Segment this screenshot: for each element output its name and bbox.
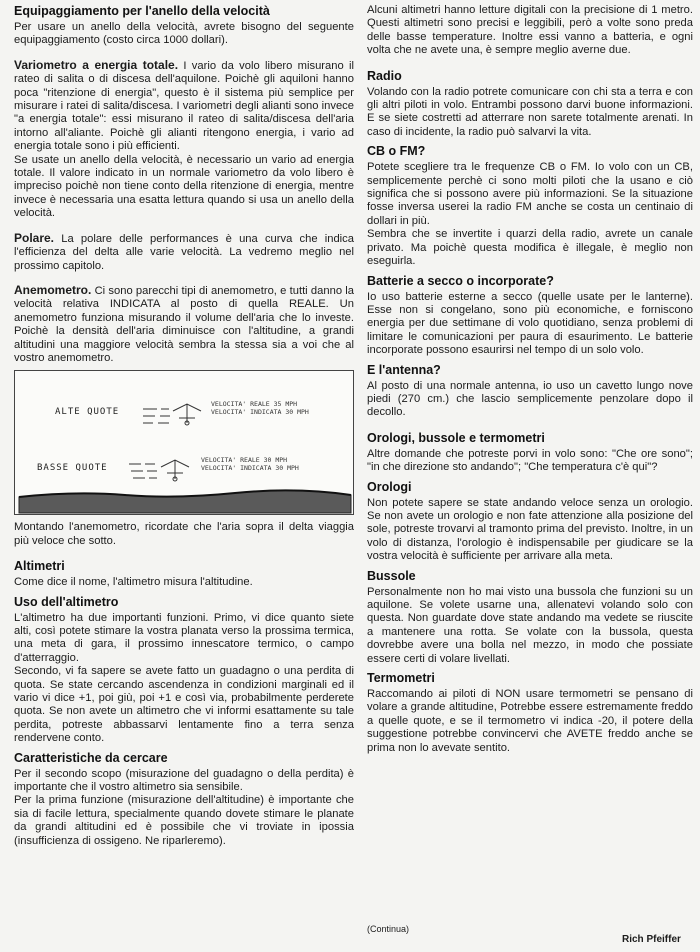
section-title-termometri: Termometri xyxy=(367,671,435,686)
section-title-radio: Radio xyxy=(367,68,402,83)
section-title-caratteristiche: Caratteristiche da cercare xyxy=(14,750,168,765)
paragraph-anemometro xyxy=(14,284,354,365)
figure-caption: Montando l'anemometro, ricordate che l'aria sopra il delta viaggia più veloce che sotto. xyxy=(14,521,354,547)
anemometer-illustration xyxy=(14,370,354,515)
section-title-altimetri: Altimetri xyxy=(14,559,65,574)
paragraph-caratteristiche-2: Per la prima funzione (misurazione dell'altitudine) è importante che sia di facile lettura, specialmente quando dovete stimare le planate da grandi altitudini ed è possibile che vi troviate in ipossia (insufficienza di ossigeno. Ne riparleremo). xyxy=(14,794,354,847)
paragraph-bussole: Personalmente non ho mai visto una bussola che funzioni su un aquilone. Se volete usarne una, allenatevi volando solo con questa. Non guardate dove state andando ma vedete se riuscite a mantenere una rotta. Se volate con la bussola, questa dovrebbe avere una bolla nel mezzo, in modo che possiate essere certi di volare livellati. xyxy=(367,585,693,665)
text-variometro: I vario da volo libero misurano il rateo di salita o di discesa dell'aquilone. Poichè gli aquiloni hanno poca "ritenzione di energia", questo è il sistema più semplice per misurare i ratei di salita/discesa. I variometri degli alianti sono invece "a energia totale": essi misurano il rateo di salita/discesa dell'aria intorno all'aliante. Poichè gli alianti ritengono energia, i vario ad energia totale sono i più efficienti. xyxy=(14,59,354,153)
section-title-orologi-bussole: Orologi, bussole e termometri xyxy=(367,430,545,445)
text-anemometro: Ci sono parecchi tipi di anemometro, e tutti danno la velocità relativa INDICATA al posto di quella REALE. Un anemometro funziona misurando il volume dell'aria che lo investe. Poichè la densità dell'aria diminuisce con l'altitudine, a grandi altitudini una maggiore velocità sembra la stessa sia a voi che al vostro anemometro. xyxy=(14,284,354,364)
author-name: Rich Pfeiffer xyxy=(622,934,681,945)
section-title-uso-altimetro: Uso dell'altimetro xyxy=(14,594,119,609)
paragraph-variometro xyxy=(14,59,354,154)
label-basse-quote: BASSE QUOTE xyxy=(37,463,108,474)
paragraph-variometro-2: Se usate un anello della velocità, è necessario un vario ad energia totale. Il valore indicato in un normale variometro da volo libero è impreciso poichè non tiene conto della ritenzione di energia, mentre invece è necessaria una esatta lettura quando si usa un anello della velocità. xyxy=(14,153,354,220)
illustration-drawing xyxy=(15,371,353,514)
note-alte-reale: VELOCITA' REALE 35 MPH xyxy=(211,400,298,409)
lead-polare: Polare. xyxy=(14,230,55,245)
note-basse-indicata: VELOCITA' INDICATA 30 MPH xyxy=(201,464,299,473)
lead-anemometro: Anemometro. xyxy=(14,282,92,297)
section-title-bussole: Bussole xyxy=(367,568,416,583)
paragraph-antenna: Al posto di una normale antenna, io uso un cavetto lungo nove piedi (270 cm.) che lascio semplicemente penzolare dopo il decollo. xyxy=(367,379,693,419)
paragraph-caratteristiche-1: Per il secondo scopo (misurazione del guadagno o della perdita) è importante che il vostro altimetro sia sensibile. xyxy=(14,767,354,794)
paragraph-orologi: Non potete sapere se state andando veloce senza un orologio. Se non avete un orologio e non fate attenzione alla posizione del sole, potreste trovarvi al tramonto prima del previsto. Inoltre, in un volo di distanza, l'orologio è indispensabile per giudicare se la vostra velocità è sufficiente per arrivare alla meta. xyxy=(367,496,693,563)
right-column xyxy=(367,4,693,760)
section-title-equipaggiamento: Equipaggiamento per l'anello della velocità xyxy=(14,4,270,18)
section-title-batterie: Batterie a secco o incorporate? xyxy=(367,273,554,288)
paragraph-equipaggiamento: Per usare un anello della velocità, avrete bisogno del seguente equipaggiamento (costo circa 1000 dollari). xyxy=(14,21,354,47)
paragraph-domande: Altre domande che potreste porvi in volo sono: "Che ore sono"; "in che direzione sto andando"; "Che temperatura c'è qui"? xyxy=(367,447,693,474)
left-column xyxy=(14,4,354,853)
paragraph-radio: Volando con la radio potrete comunicare con chi sta a terra e con gli altri piloti in volo. Entrambi possono darvi buone informazioni. E se siete costretti ad atterrare non sarete totalmente arenati. In caso di incidente, la radio può salvarvi la vita. xyxy=(367,85,693,138)
note-basse-reale: VELOCITA' REALE 30 MPH xyxy=(201,456,288,465)
paragraph-uso-2: Secondo, vi fa sapere se avete fatto un guadagno o una perdita di quota. Se state cercando ascendenza in condizioni marginali ed il vario vi dice +1, poi giù, poi +1 e così via, probabilmente perderete quota. Se non avete un altimetro che vi informi esattamente su tale perdita, potreste abbassarvi lentamente fino a terra senza rendervene conto. xyxy=(14,665,354,745)
paragraph-polare xyxy=(14,232,354,273)
paragraph-uso-1: L'altimetro ha due importanti funzioni. Primo, vi dice quanto siete alti, così potete stimare la vostra planata verso la prossima termica, una meta di gara, il prossimo innescatore termico, o campo d'atterraggio. xyxy=(14,611,354,664)
section-title-antenna: E l'antenna? xyxy=(367,362,441,377)
paragraph-cb-1: Potete scegliere tra le frequenze CB o FM. Io volo con un CB, semplicemente perchè ci sono molti piloti che la usano e ciò significa che si possono avere più informazioni. Se la situazione fosse inversa userei la radio FM anche se costa un centinaio di dollari in più. xyxy=(367,161,693,227)
paragraph-cb-2: Sembra che se invertite i quarzi della radio, avrete un canale privato. Ma poichè questa modifica è illegale, è meglio non eseguirla. xyxy=(367,228,693,268)
section-title-orologi: Orologi xyxy=(367,479,412,494)
paragraph-altimetri: Come dice il nome, l'altimetro misura l'altitudine. xyxy=(14,576,253,589)
label-alte-quote: ALTE QUOTE xyxy=(55,407,120,418)
continued-note: (Continua) xyxy=(367,924,410,934)
lead-variometro: Variometro a energia totale. xyxy=(14,57,179,72)
section-title-cb-fm: CB o FM? xyxy=(367,144,426,159)
paragraph-digitali: Alcuni altimetri hanno letture digitali con la precisione di 1 metro. Questi altimetri sono precisi e leggibili, però a volte sono preda delle basse temperature. Inoltre essi vanno a batteria, e ogni volta che ne avete una, è sempre meglio averne due. xyxy=(367,4,693,57)
paragraph-termometri: Raccomando ai piloti di NON usare termometri se pensano di volare a grande altitudine, Potrebbe essere estremamente freddo a quelle quote, e se il termometro vi indica -20, il potere della suggestione potrebbe convincervi che AVETE freddo anche se prima non lo avevate sentito. xyxy=(367,688,693,754)
note-alte-indicata: VELOCITA' INDICATA 30 MPH xyxy=(211,408,309,417)
paragraph-batterie: Io uso batterie esterne a secco (quelle usate per le lanterne). Esse non si congelano, sono più economiche, e forniscono energia per due settimane di volo quotidiano, senza problemi di limitare le comunicazioni per paura di esaurimento. Le batterie incorporate possono esaurirsi nel tempo di un solo volo. xyxy=(367,290,693,357)
text-polare: La polare delle performances è una curva che indica l'efficienza del delta alle varie velocità. La vedremo meglio nel prossimo capitolo. xyxy=(14,232,354,272)
